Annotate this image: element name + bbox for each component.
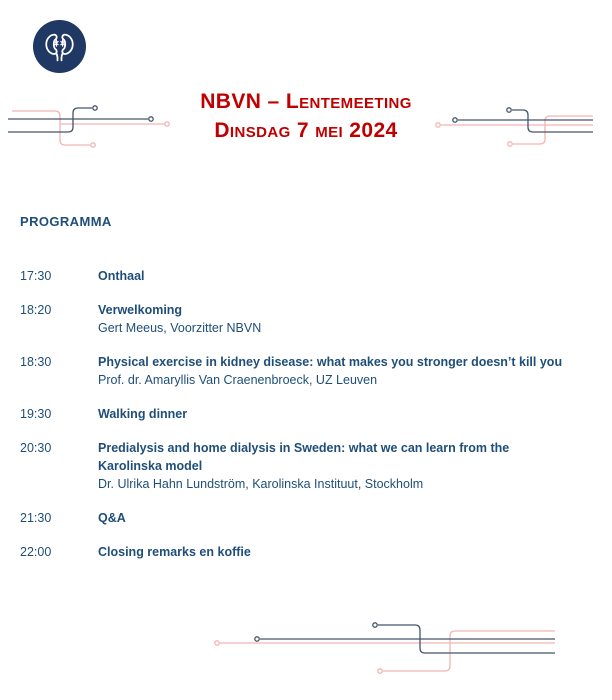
page-title [0,87,612,145]
schedule-content [98,405,598,423]
schedule-row [20,353,598,389]
schedule-list [20,267,598,561]
schedule-content [98,267,598,285]
schedule-title-continued: Karolinska model [98,459,203,473]
page-title-line1: NBVN – Lentemeeting [200,90,412,113]
schedule-title: Closing remarks en koffie [98,545,251,559]
schedule-title: Predialysis and home dialysis in Sweden: what we can learn from the [98,441,510,455]
schedule-time: 18:30 [20,355,52,369]
schedule-time: 19:30 [20,407,52,421]
schedule-time: 22:00 [20,545,52,559]
schedule-time: 21:30 [20,511,52,525]
kidney-logo-svg [33,20,86,73]
schedule-row [20,439,598,493]
schedule-time: 18:20 [20,303,52,317]
schedule-speaker: Gert Meeus, Voorzitter NBVN [98,321,262,335]
schedule-row [20,405,598,423]
page-title-line2: Dinsdag 7 mei 2024 [214,119,398,142]
schedule-content [98,301,598,337]
section-heading-programma: PROGRAMMA [20,214,112,229]
schedule-content [98,543,598,561]
schedule-time: 17:30 [20,269,52,283]
schedule-row [20,509,598,527]
schedule-time: 20:30 [20,441,52,455]
schedule-title: Onthaal [98,269,145,283]
schedule-row [20,543,598,561]
schedule-speaker: Prof. dr. Amaryllis Van Craenenbroeck, UZ Leuven [98,373,378,387]
schedule-title: Walking dinner [98,407,188,421]
schedule-content [98,439,598,493]
schedule-title: Q&A [98,511,126,525]
nbvn-kidney-logo-icon [33,20,86,73]
schedule-content [98,353,598,389]
schedule-speaker: Dr. Ulrika Hahn Lundström, Karolinska Instituut, Stockholm [98,477,424,491]
schedule-row [20,267,598,285]
circuit-lines-bottom-icon [200,603,555,700]
schedule-title: Physical exercise in kidney disease: what makes you stronger doesn’t kill you [98,355,563,369]
schedule-content [98,509,598,527]
schedule-row [20,301,598,337]
schedule-title: Verwelkoming [98,303,183,317]
